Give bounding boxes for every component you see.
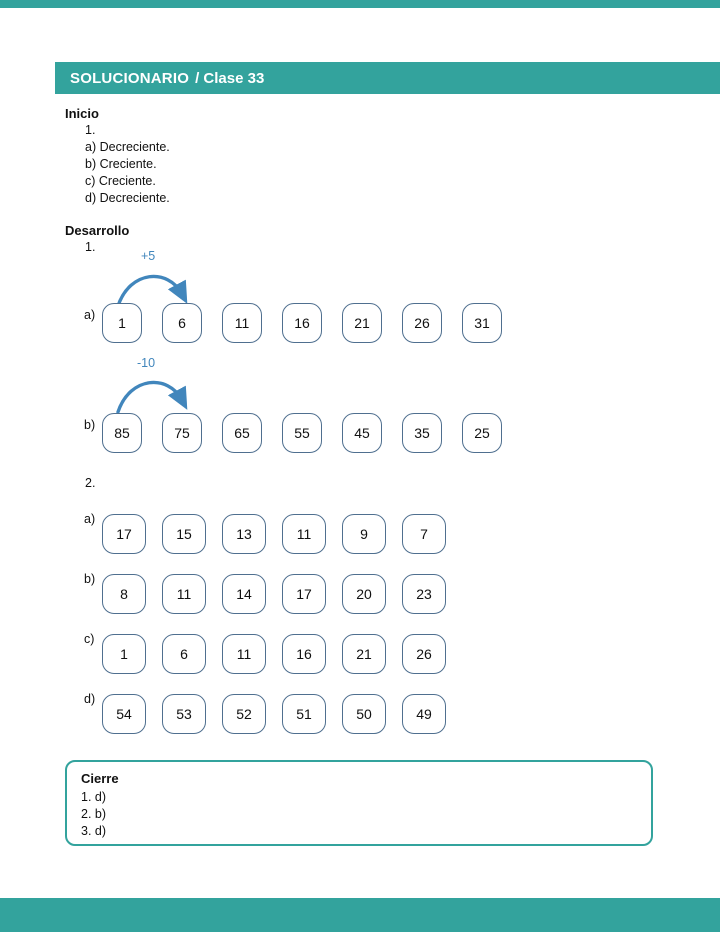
curved-arrow-icon (106, 370, 198, 414)
number-box: 1 (102, 303, 142, 343)
number-box: 1 (102, 634, 146, 674)
number-box: 9 (342, 514, 386, 554)
number-box: 6 (162, 303, 202, 343)
arrow-step-label-minus10: -10 (137, 356, 156, 370)
number-box: 20 (342, 574, 386, 614)
cierre-answer-3: 3. d) (81, 824, 107, 838)
inicio-answer-a: a) Decreciente. (85, 140, 170, 154)
footer-band (0, 898, 720, 932)
number-box: 11 (282, 514, 326, 554)
top-accent-bar (0, 0, 720, 8)
number-box: 26 (402, 303, 442, 343)
inicio-number: 1. (85, 123, 96, 137)
sequence-label-2b: b) (84, 572, 96, 586)
number-box: 45 (342, 413, 382, 453)
number-box: 21 (342, 303, 382, 343)
number-box: 16 (282, 634, 326, 674)
cierre-answer-1: 1. d) (81, 790, 107, 804)
number-box: 54 (102, 694, 146, 734)
inicio-heading: Inicio (65, 106, 99, 121)
number-box: 11 (222, 303, 262, 343)
cierre-heading: Cierre (81, 771, 119, 786)
exercise2-number: 2. (85, 476, 96, 490)
number-box: 11 (222, 634, 266, 674)
inicio-answer-b: b) Creciente. (85, 157, 157, 171)
number-box: 50 (342, 694, 386, 734)
sequence-label-2c: c) (84, 632, 95, 646)
number-box: 65 (222, 413, 262, 453)
header-band (55, 62, 720, 94)
cierre-answer-2: 2. b) (81, 807, 107, 821)
number-box: 23 (402, 574, 446, 614)
arrow-step-label-plus5: +5 (141, 249, 156, 263)
number-box: 7 (402, 514, 446, 554)
number-box: 55 (282, 413, 322, 453)
sequence-row-2c (102, 634, 446, 674)
number-box: 75 (162, 413, 202, 453)
inicio-answer-d: d) Decreciente. (85, 191, 170, 205)
inicio-answer-c: c) Creciente. (85, 174, 156, 188)
number-box: 35 (402, 413, 442, 453)
page-title: SOLUCIONARIO (70, 69, 190, 87)
number-box: 8 (102, 574, 146, 614)
number-box: 17 (102, 514, 146, 554)
number-box: 21 (342, 634, 386, 674)
sequence-row-2d (102, 694, 446, 734)
number-box: 13 (222, 514, 266, 554)
desarrollo-heading: Desarrollo (65, 223, 130, 238)
number-box: 14 (222, 574, 266, 614)
number-box: 16 (282, 303, 322, 343)
number-box: 6 (162, 634, 206, 674)
number-box: 15 (162, 514, 206, 554)
number-box: 31 (462, 303, 502, 343)
number-box: 11 (162, 574, 206, 614)
page-subtitle: / Clase 33 (195, 69, 265, 87)
sequence-row-1a (102, 303, 502, 343)
number-box: 26 (402, 634, 446, 674)
exercise1-number: 1. (85, 240, 96, 254)
number-box: 53 (162, 694, 206, 734)
number-box: 51 (282, 694, 326, 734)
number-box: 49 (402, 694, 446, 734)
number-box: 85 (102, 413, 142, 453)
sequence-row-2a (102, 514, 446, 554)
sequence-row-2b (102, 574, 446, 614)
number-box: 52 (222, 694, 266, 734)
curved-arrow-icon (106, 262, 198, 308)
sequence-row-1b (102, 413, 502, 453)
sequence-label-1b: b) (84, 418, 96, 432)
sequence-label-2a: a) (84, 512, 96, 526)
number-box: 17 (282, 574, 326, 614)
cierre-box (65, 760, 653, 846)
sequence-label-2d: d) (84, 692, 96, 706)
number-box: 25 (462, 413, 502, 453)
sequence-label-1a: a) (84, 308, 96, 322)
